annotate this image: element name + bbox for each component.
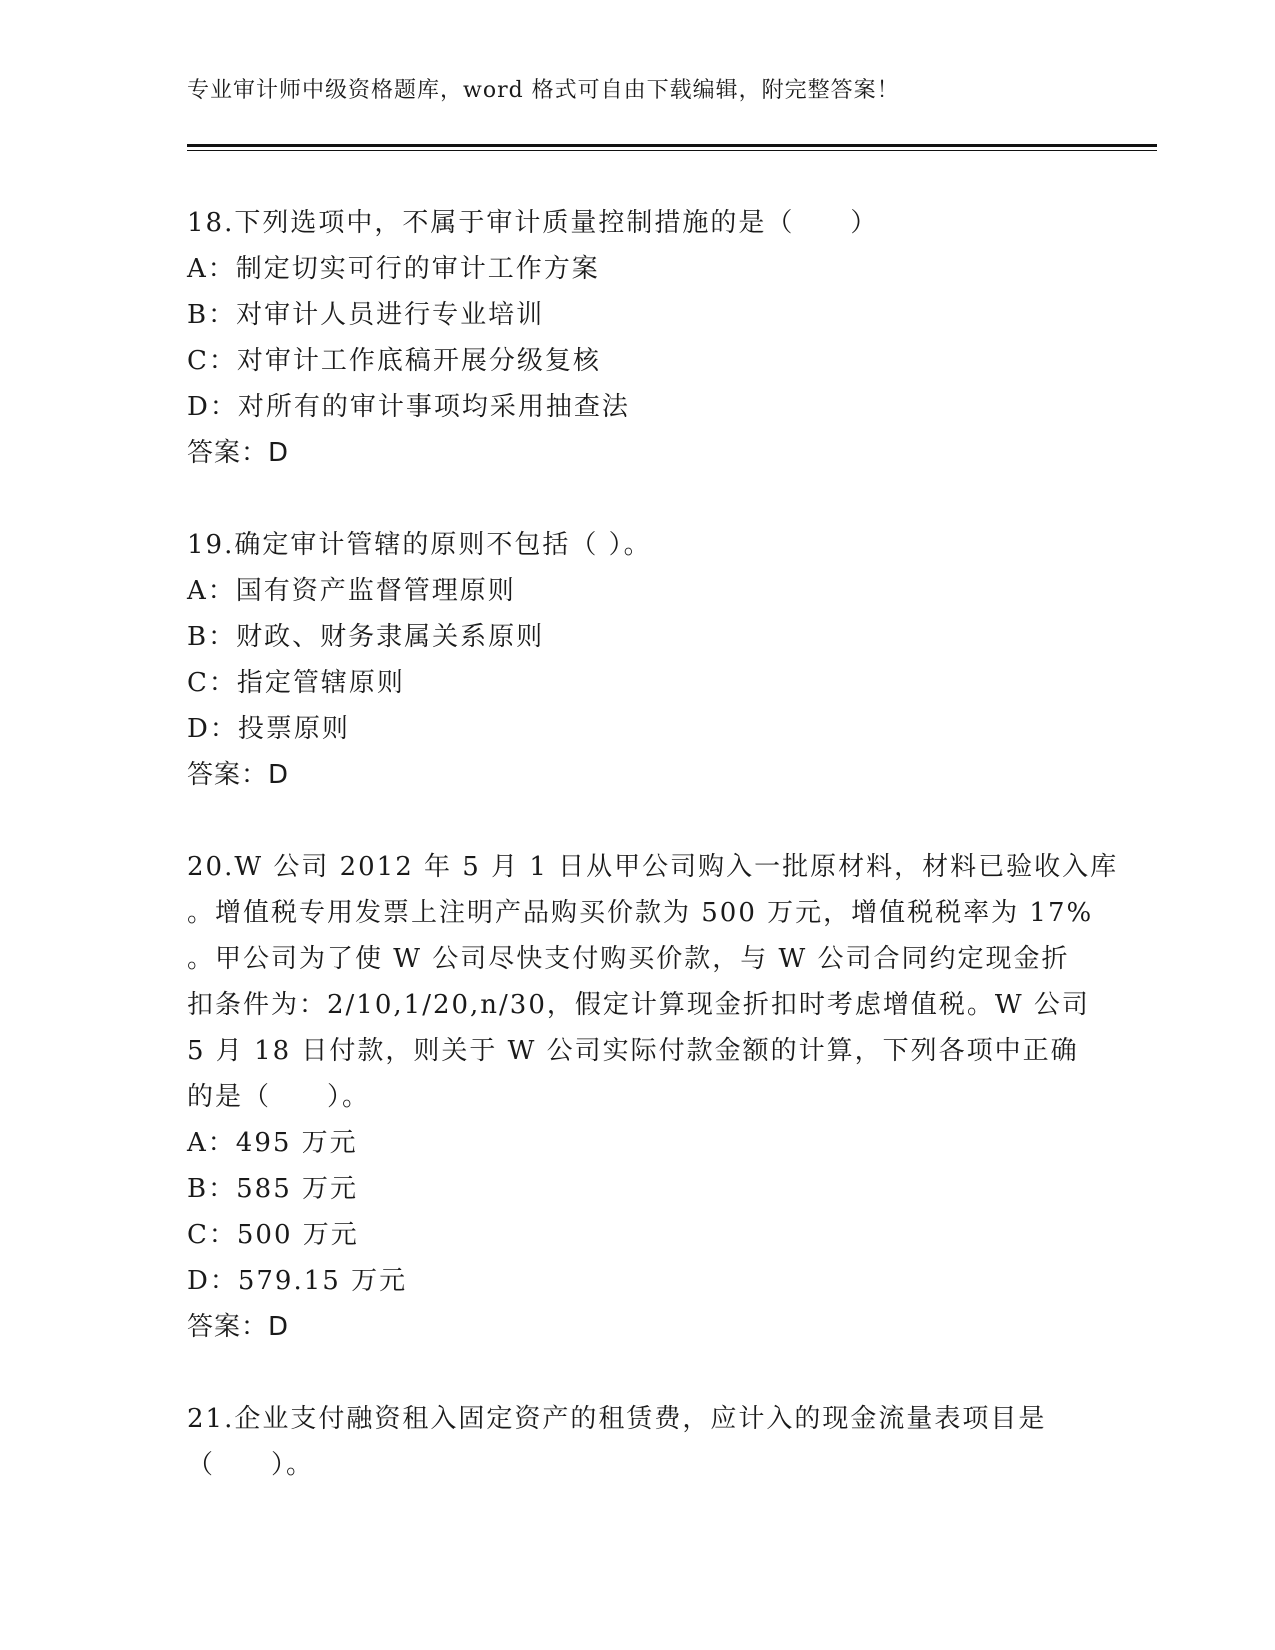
header-rule-thin	[187, 150, 1157, 151]
header-title: 专业审计师中级资格题库，word 格式可自由下载编辑，附完整答案！	[187, 78, 900, 103]
question-stem: 19.确定审计管辖的原则不包括（ ）。	[187, 530, 652, 560]
option-a: A：495 万元	[187, 1128, 358, 1158]
question-stem-line: 的是（ ）。	[187, 1082, 371, 1112]
answer: 答案：D	[187, 1312, 290, 1342]
question-18	[187, 200, 1087, 476]
question-19	[187, 522, 1087, 798]
option-d: D：对所有的审计事项均采用抽查法	[187, 392, 630, 422]
option-b: B：585 万元	[187, 1174, 358, 1204]
question-20	[187, 844, 1119, 1350]
option-b: B：财政、财务隶属关系原则	[187, 622, 545, 652]
answer: 答案：D	[187, 438, 290, 468]
question-stem-line: （ ）。	[187, 1450, 315, 1480]
option-c: C：500 万元	[187, 1220, 359, 1250]
option-a: A：制定切实可行的审计工作方案	[187, 254, 600, 284]
question-stem-line: 。甲公司为了使 W 公司尽快支付购买价款，与 W 公司合同约定现金折	[187, 944, 1070, 974]
question-stem-line: 21.企业支付融资租入固定资产的租赁费，应计入的现金流量表项目是	[187, 1404, 1047, 1434]
question-stem: 18.下列选项中，不属于审计质量控制措施的是（ ）	[187, 208, 879, 238]
option-d: D：579.15 万元	[187, 1266, 408, 1296]
question-stem-line: 20.W 公司 2012 年 5 月 1 日从甲公司购入一批原材料，材料已验收入库	[187, 852, 1119, 882]
option-c: C：指定管辖原则	[187, 668, 405, 698]
option-d: D：投票原则	[187, 714, 350, 744]
answer: 答案：D	[187, 760, 290, 790]
header-rule	[187, 144, 1157, 147]
option-a: A：国有资产监督管理原则	[187, 576, 516, 606]
option-b: B：对审计人员进行专业培训	[187, 300, 545, 330]
question-stem-line: 。增值税专用发票上注明产品购买价款为 500 万元，增值税税率为 17%	[187, 898, 1094, 928]
option-c: C：对审计工作底稿开展分级复核	[187, 346, 601, 376]
question-21	[187, 1396, 1087, 1488]
question-list	[187, 200, 1119, 1534]
question-stem-line: 5 月 18 日付款，则关于 W 公司实际付款金额的计算，下列各项中正确	[187, 1036, 1079, 1066]
question-stem-line: 扣条件为：2/10,1/20,n/30，假定计算现金折扣时考虑增值税。W 公司	[187, 990, 1090, 1020]
